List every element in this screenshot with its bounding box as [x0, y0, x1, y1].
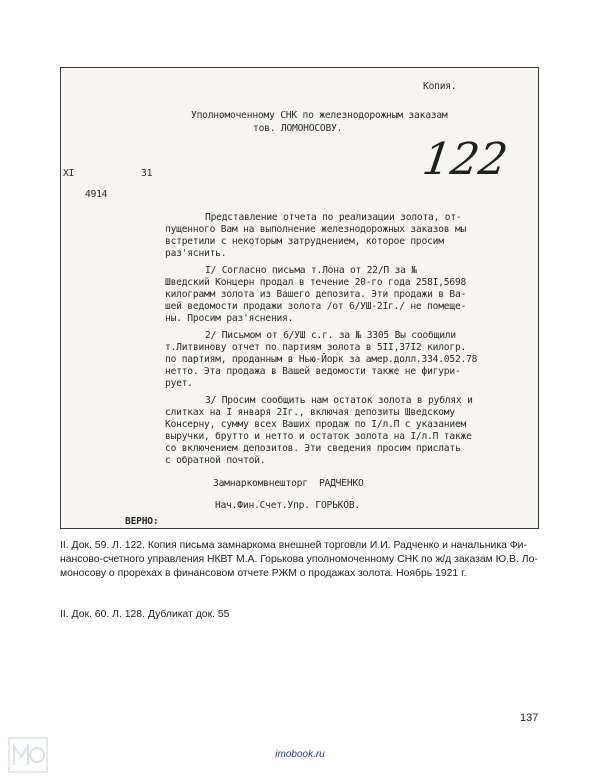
body-line: пущенного Вам на выполнение железнодорожных заказов мы [165, 224, 467, 235]
signature-head: Нач.Фин.Счет.Упр. ГОРЬКОВ. [215, 500, 360, 511]
addressee-name: тов. ЛОМОНОСОВУ. [253, 123, 343, 134]
body-line: со включением депозитов. Эти сведения просим прислать [165, 443, 461, 454]
body-line: раз'яснить. [165, 248, 227, 259]
date-month: XI [63, 168, 75, 179]
body-line: 2/ Письмом от 6/УШ с.г. за № 3305 Вы сообщили [205, 330, 456, 341]
body-line: Представление отчета по реализации золота, от- [205, 212, 462, 223]
body-line: Консерну, сумму всех Ваших продаж по I/л.П с указанием [165, 419, 467, 430]
body-line: по партиям, проданным в Нью-Йорк за амер.долл.334.052.78 [165, 354, 478, 365]
body-line: I/ Согласно письма т.Лона от 22/П за № [205, 265, 417, 276]
body-line: нетто. Эта продажа в Вашей ведомости также не фигури- [165, 366, 461, 377]
handwritten-folio-number: 122 [419, 134, 511, 185]
addressee-line: Уполномоченному СНК по железнодорожным заказам [191, 110, 448, 121]
body-line: с обратной почтой. [165, 455, 266, 466]
copy-label: Копия. [423, 81, 457, 92]
body-line: килограмм золота из Вашего депозита. Эти продажи в Ва- [165, 289, 467, 300]
body-line: шей ведомости продажи золота /от 6/УШ-2Iг./ не помеще- [165, 301, 467, 312]
caption-doc-59: II. Док. 59. Л. 122. Копия письма замнаркома внешней торговли И.И. Радченко и начальника Фи-нансово-счетного управления НКВТ М.А. Горькова уполномоченному СНК по ж/д заказам Ю.В. Ло-моносову о прорехах в финансовом отчете РЖМ о продажах золота. Ноябрь 1921 г. [60, 540, 538, 579]
body-line: 3/ Просим сообщить нам остаток золота в рублях и [205, 395, 473, 406]
body-line: встретили с некоторым затруднением, которое просим [165, 236, 444, 247]
document-scan [60, 67, 539, 529]
body-line: рует. [165, 378, 193, 389]
site-link[interactable]: imobook.ru [275, 749, 325, 760]
signature-deputy: Замнаркомвнешторг РАДЧЕНКО [213, 478, 364, 489]
verified-mark: ВЕРНО: [125, 516, 159, 527]
body-line: т.Литвинову отчет по партиям золота в 5II,37I2 килогр. [165, 342, 467, 353]
body-line: ны. Просим раз'яснения. [165, 313, 294, 324]
body-line: Шведский Концерн продал в течение 20-го года 258I,5698 [165, 277, 467, 288]
page-number: 137 [520, 712, 539, 724]
date-day: 31 [141, 168, 153, 179]
registration-number: 4914 [85, 189, 108, 200]
caption-doc-60: II. Док. 60. Л. 128. Дубликат док. 55 [60, 609, 230, 620]
body-line: слитках на I января 2Iг., включая депозиты Шведскому [165, 407, 455, 418]
body-line: выручки, брутто и нетто и остаток золота на I/л.П также [165, 431, 472, 442]
